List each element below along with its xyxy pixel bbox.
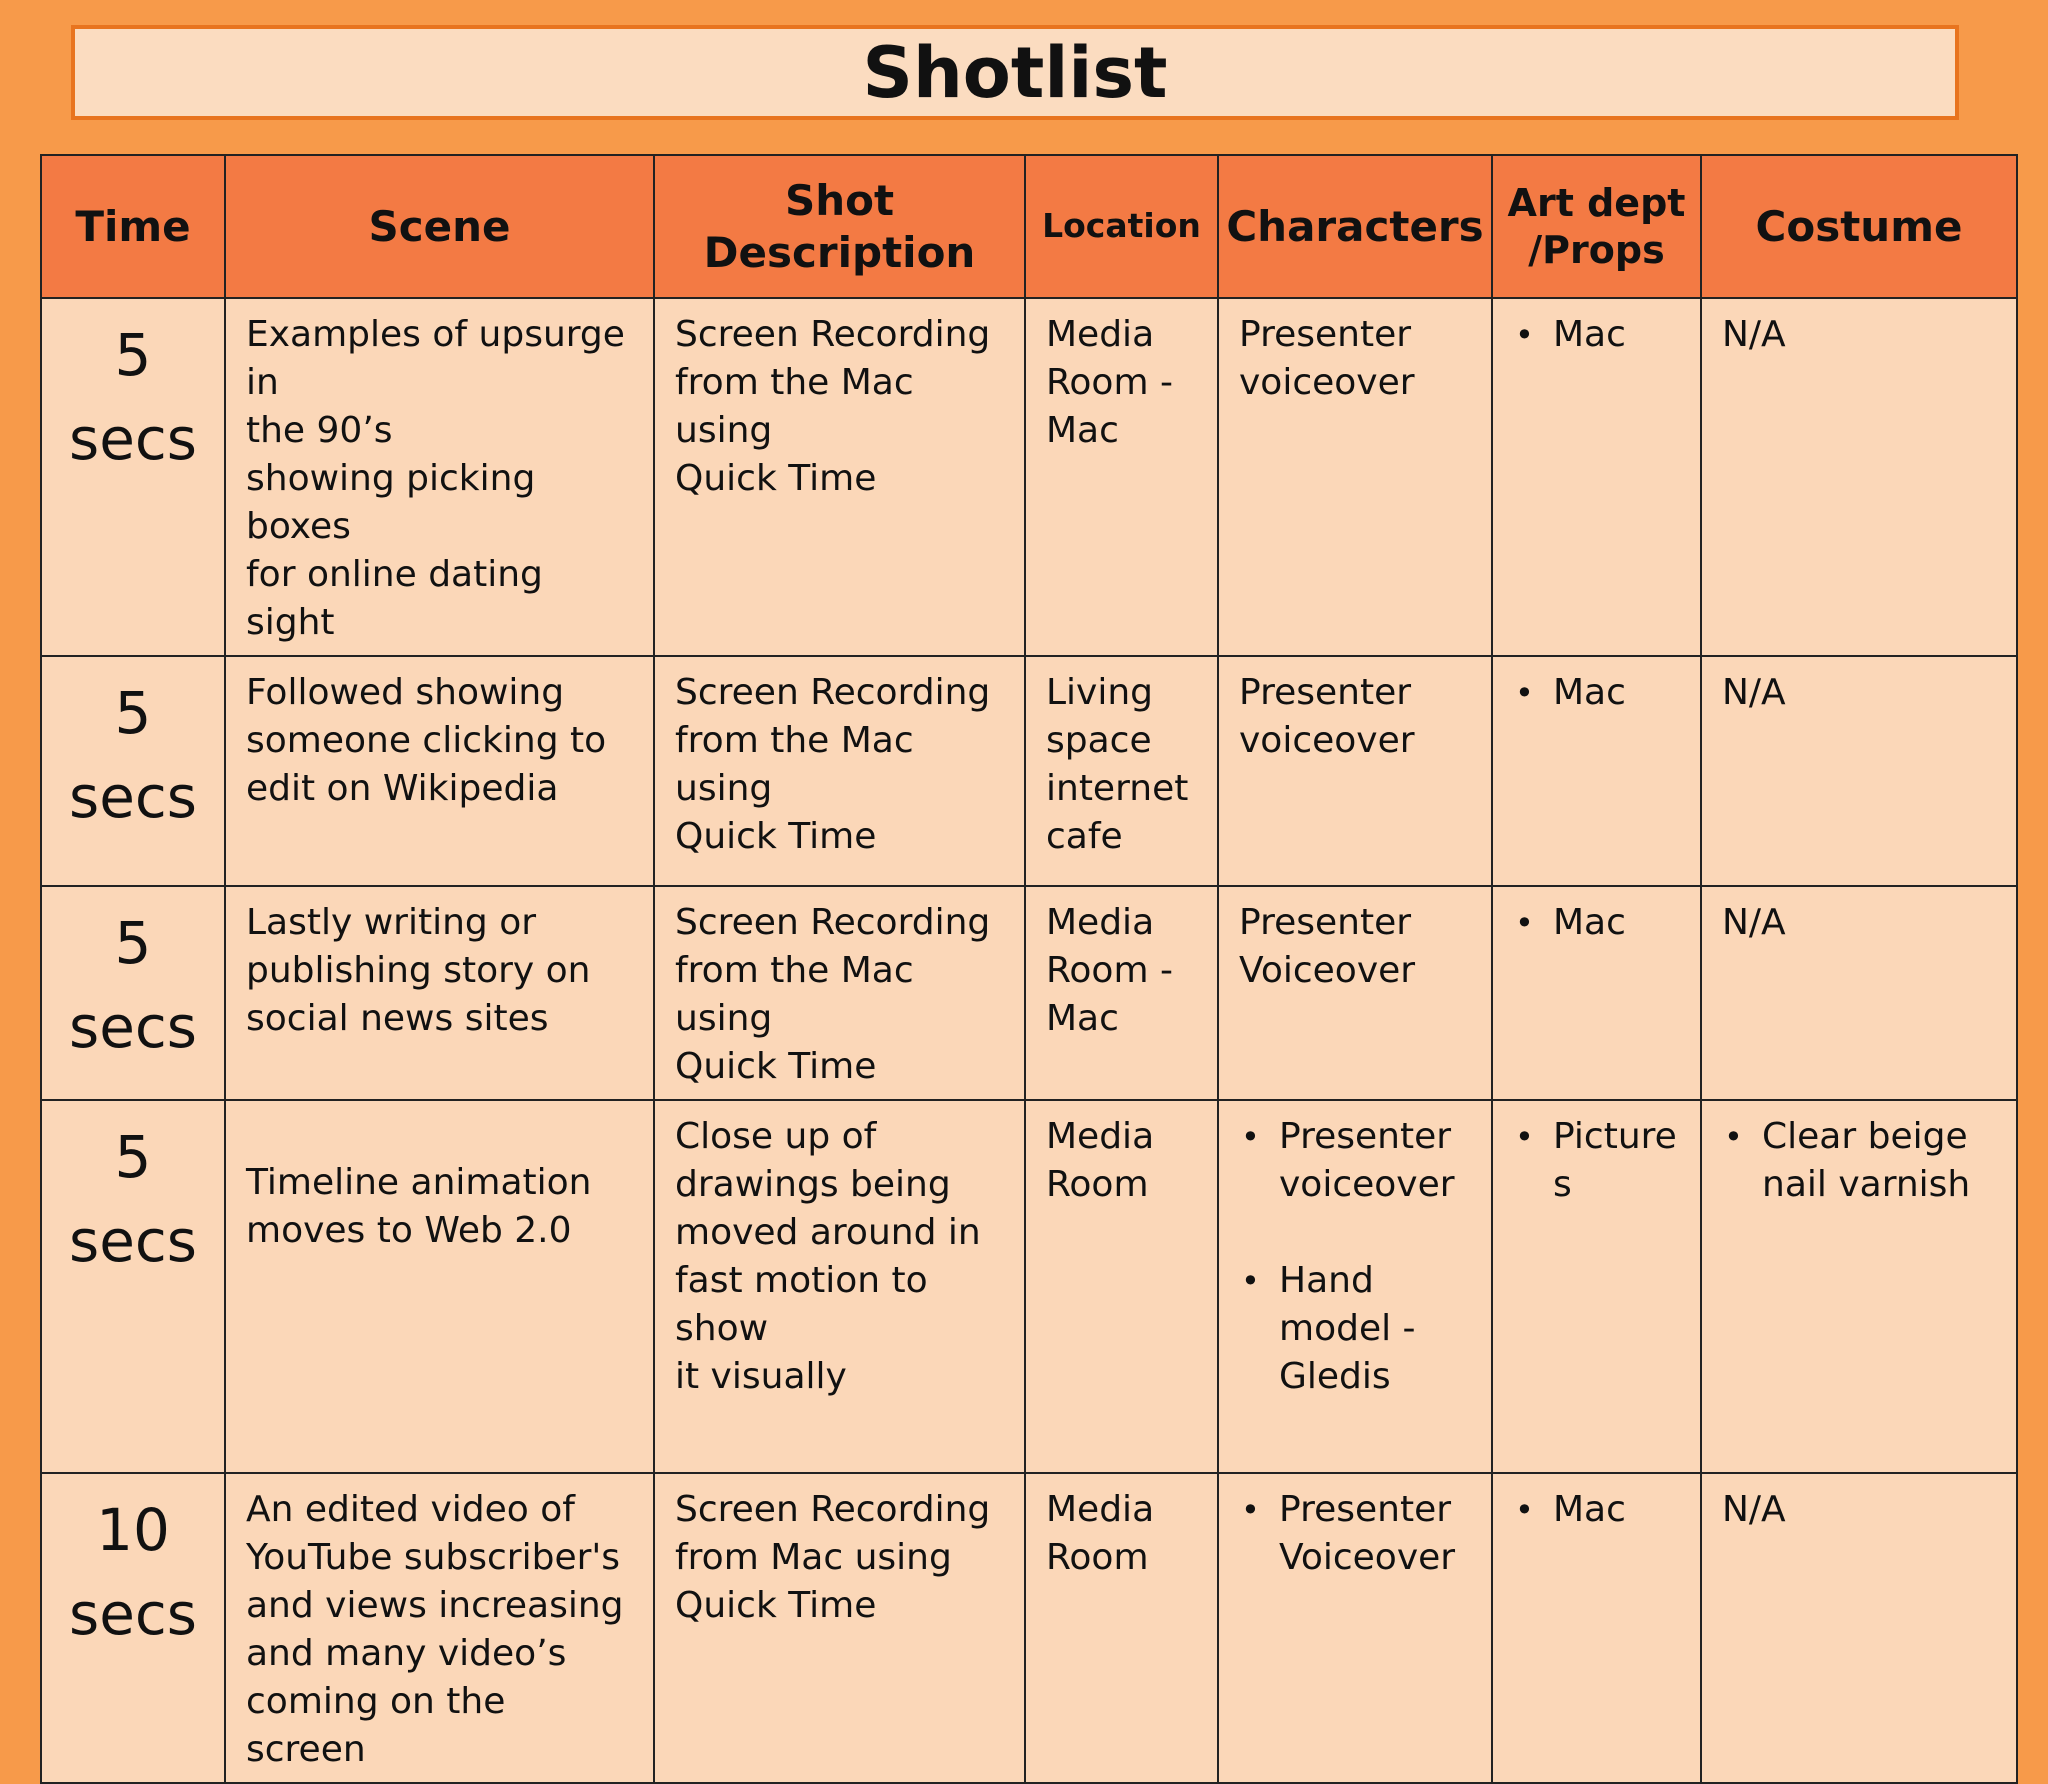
list-item: • Mac: [1513, 1486, 1682, 1534]
table-row: [41, 1100, 2017, 1473]
characters-cell: Presenter Voiceover: [1218, 886, 1492, 1100]
costume-cell: [1701, 1100, 2017, 1473]
list-item: • Mac: [1513, 899, 1682, 947]
location-cell: Media Room - Mac: [1025, 886, 1218, 1100]
characters-cell: Presenter voiceover: [1218, 656, 1492, 886]
characters-cell: [1218, 1100, 1492, 1473]
shotlist-table: [40, 154, 2018, 1784]
header-costume: Costume: [1701, 155, 2017, 298]
list-item: • Hand model - Gledis: [1239, 1257, 1473, 1401]
list-item: • Clear beige nail varnish: [1722, 1113, 1998, 1209]
scene-cell: An edited video of YouTube subscriber's and views increasing and many video’s coming on the screen: [225, 1473, 654, 1783]
table-row: [41, 1473, 2017, 1783]
costume-cell: N/A: [1701, 656, 2017, 886]
scene-cell: Followed showing someone clicking to edit on Wikipedia: [225, 656, 654, 886]
header-row: [41, 155, 2017, 298]
location-cell: Living space internet cafe: [1025, 656, 1218, 886]
shot-cell: Close up of drawings being moved around in fast motion to show it visually: [654, 1100, 1025, 1473]
list-item: • Mac: [1513, 669, 1682, 717]
table-row: [41, 298, 2017, 656]
list-item: • Presenter voiceover: [1239, 1113, 1473, 1209]
shot-cell: Screen Recording from the Mac using Quick Time: [654, 656, 1025, 886]
location-cell: Media Room - Mac: [1025, 298, 1218, 656]
header-scene: Scene: [225, 155, 654, 298]
props-cell: [1492, 298, 1701, 656]
props-cell: [1492, 1100, 1701, 1473]
costume-cell: N/A: [1701, 298, 2017, 656]
costume-cell: N/A: [1701, 1473, 2017, 1783]
costume-cell: N/A: [1701, 886, 2017, 1100]
table-row: [41, 886, 2017, 1100]
time-cell: 5 secs: [41, 1100, 225, 1473]
list-item: • Mac: [1513, 311, 1682, 359]
characters-cell: [1218, 1473, 1492, 1783]
location-cell: Media Room: [1025, 1100, 1218, 1473]
header-shot-description: Shot Description: [654, 155, 1025, 298]
props-cell: [1492, 656, 1701, 886]
scene-cell: Timeline animation moves to Web 2.0: [225, 1100, 654, 1473]
scene-cell: Lastly writing or publishing story on social news sites: [225, 886, 654, 1100]
time-cell: 5 secs: [41, 886, 225, 1100]
header-time: Time: [41, 155, 225, 298]
props-cell: [1492, 886, 1701, 1100]
shot-cell: Screen Recording from the Mac using Quick Time: [654, 886, 1025, 1100]
time-cell: 5 secs: [41, 298, 225, 656]
page-title: Shotlist: [862, 31, 1168, 114]
list-item: • Presenter Voiceover: [1239, 1486, 1473, 1582]
title-box: [71, 25, 1959, 120]
header-art-props: Art dept /Props: [1492, 155, 1701, 298]
list-item: • Picture s: [1513, 1113, 1682, 1209]
characters-cell: Presenter voiceover: [1218, 298, 1492, 656]
location-cell: Media Room: [1025, 1473, 1218, 1783]
props-cell: [1492, 1473, 1701, 1783]
time-cell: 5 secs: [41, 656, 225, 886]
time-cell: 10 secs: [41, 1473, 225, 1783]
header-location: Location: [1025, 155, 1218, 298]
scene-cell: Examples of upsurge in the 90’s showing picking boxes for online dating sight: [225, 298, 654, 656]
header-characters: Characters: [1218, 155, 1492, 298]
shot-cell: Screen Recording from the Mac using Quick Time: [654, 298, 1025, 656]
shot-cell: Screen Recording from Mac using Quick Time: [654, 1473, 1025, 1783]
table-row: [41, 656, 2017, 886]
